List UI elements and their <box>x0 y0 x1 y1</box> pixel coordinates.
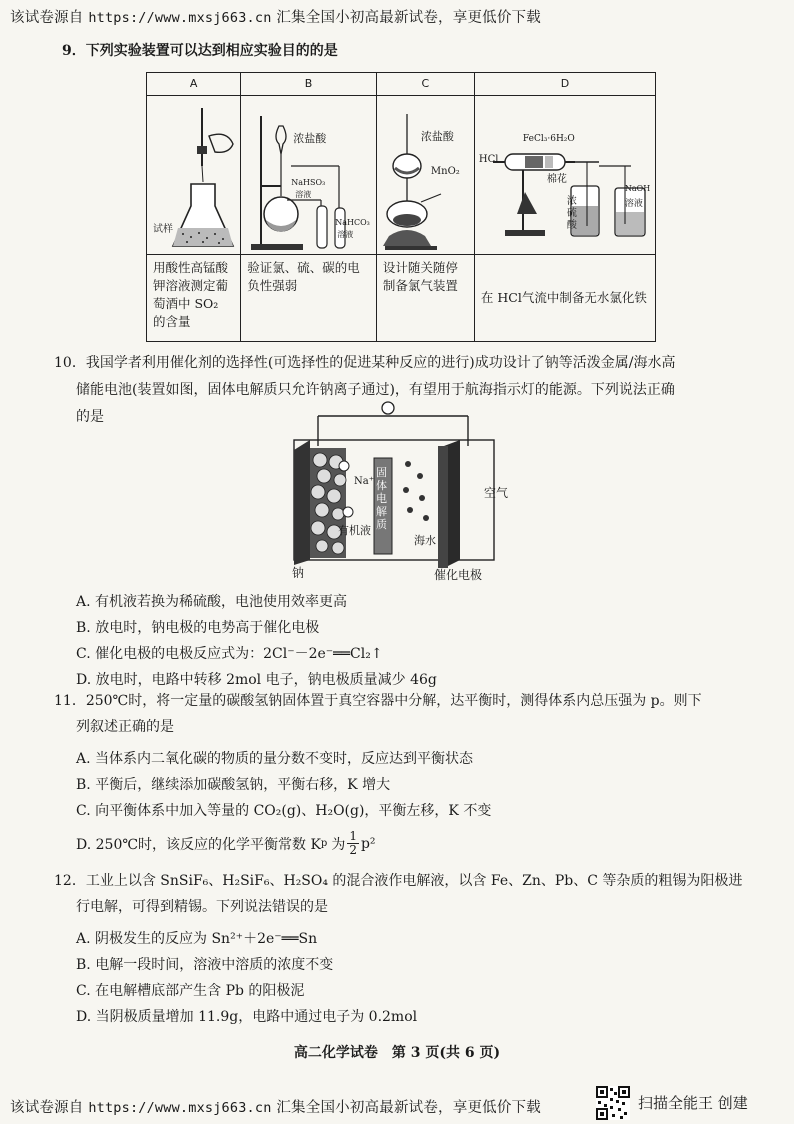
q10-battery-figure <box>288 400 508 582</box>
label-conc-2: 硫 <box>566 208 577 219</box>
q9-figure-a <box>147 96 241 255</box>
q11-option-d-mid: 为 <box>331 836 346 853</box>
q12-stem-line1: 12．工业上以含 SnSiF₆、H₂SiF₆、H₂SO₄ 的混合液作电解液，以含 Fe、Zn、Pb、C 等杂质的粗锡为阳极进 <box>54 873 743 889</box>
q10-stem-line3: 的是 <box>76 409 104 425</box>
top-banner <box>10 6 541 27</box>
q9-desc-c: 设计随关随停制备氯气装置 <box>376 255 474 342</box>
q11-option-a: A. 当体系内二氧化碳的物质的量分数不变时，反应达到平衡状态 <box>76 751 474 767</box>
label-organic-liquid: 有机液 <box>338 524 371 537</box>
q9-stem: 9．下列实验装置可以达到相应实验目的的是 <box>62 43 338 59</box>
q10-option-a: A. 有机液若换为稀硫酸，电池使用效率更高 <box>76 594 348 610</box>
q11-fraction-numerator: 1 <box>349 829 357 843</box>
q11-option-d <box>76 830 376 857</box>
q12-option-b: B. 电解一段时间，溶液中溶质的浓度不变 <box>76 957 334 973</box>
label-naoh: NaOH <box>624 184 651 193</box>
q10-stem-line2: 储能电池(装置如图，固体电解质只允许钠离子通过)，有望用于航海指示灯的能源。下列说法正确 <box>76 382 675 398</box>
q9-desc-a: 用酸性高锰酸钾溶液测定葡萄酒中 SO₂ 的含量 <box>147 255 241 342</box>
label-conc-1: 浓 <box>566 196 577 207</box>
q9-figure-b <box>241 96 377 255</box>
q9-desc-d: 在 HCl气流中制备无水氯化铁 <box>474 255 655 342</box>
q10-option-d: D. 放电时，电路中转移 2mol 电子，钠电极质量减少 46g <box>76 672 437 688</box>
label-nahso3-solution: 溶液 <box>295 190 312 199</box>
label-sample: 试样 <box>153 224 173 235</box>
bottom-banner-url[interactable]: https://www.mxsj663.cn <box>88 1100 272 1116</box>
q9-figure-d <box>474 96 655 255</box>
electronegativity-apparatus-image <box>241 96 377 254</box>
q10-stem-line1: 10．我国学者利用催化剂的选择性(可选择性的促进某种反应的进行)成功设计了钠等活泼金属/海水高 <box>54 355 676 371</box>
label-nahco3: NaHCO₃ <box>335 218 370 227</box>
q11-fraction-denominator: 2 <box>349 843 357 857</box>
label-hcl-gas: HCl <box>478 154 499 165</box>
label-conc-hcl-b: 浓盐酸 <box>293 132 327 145</box>
q9-header-a: A <box>147 73 241 96</box>
label-nahso3: NaHSO₃ <box>291 178 326 187</box>
q11-stem-line2: 列叙述正确的是 <box>76 719 174 735</box>
label-air: 空气 <box>484 486 509 500</box>
q11-option-d-subscript: p <box>320 838 328 849</box>
q11-option-b: B. 平衡后，继续添加碳酸氢钠，平衡右移，K 增大 <box>76 777 391 793</box>
label-catalytic-electrode: 催化电极 <box>434 568 483 582</box>
q11-option-d-prefix: D. 250℃时，该反应的化学平衡常数 K <box>76 836 321 853</box>
q11-option-d-tail: p² <box>360 835 376 852</box>
q9-header-d: D <box>474 73 655 96</box>
qr-code-graphic <box>596 1086 630 1120</box>
label-fecl3-hydrate: FeCl₃·6H₂O <box>522 134 575 144</box>
label-na-ion: Na⁺ <box>354 476 374 487</box>
label-seawater: 海水 <box>414 534 436 547</box>
page-footer: 高二化学试卷 第 3 页(共 6 页) <box>293 1045 501 1061</box>
label-mno2: MnO₂ <box>430 166 460 177</box>
bottom-banner-prefix: 该试卷源自 <box>10 1100 84 1116</box>
q9-header-c: C <box>376 73 474 96</box>
banner-url[interactable]: https://www.mxsj663.cn <box>88 10 272 26</box>
q10-option-c: C. 催化电极的电极反应式为：2Cl⁻－2e⁻══Cl₂↑ <box>76 646 383 662</box>
q11-fraction <box>347 830 359 857</box>
scanner-credit: 扫描全能王 创建 <box>638 1094 748 1112</box>
label-cotton: 棉花 <box>546 174 567 185</box>
q9-table <box>146 72 656 342</box>
q12-option-a: A. 阴极发生的反应为 Sn²⁺＋2e⁻══Sn <box>76 931 318 947</box>
battery-diagram <box>288 400 508 582</box>
q11-stem-line1: 11．250℃时，将一定量的碳酸氢钠固体置于真空容器中分解，达平衡时，测得体系内总压强为 p。则下 <box>54 693 702 709</box>
q12-stem-line2: 行电解，可得到精锡。下列说法错误的是 <box>76 899 328 915</box>
banner-suffix: 汇集全国小初高最新试卷，享更低价下载 <box>276 10 541 26</box>
q10-option-b: B. 放电时，钠电极的电势高于催化电极 <box>76 620 320 636</box>
label-nahco3-solution: 溶液 <box>337 230 354 239</box>
label-conc-hcl-c: 浓盐酸 <box>420 130 454 143</box>
q9-figure-c <box>376 96 474 255</box>
bottom-banner-suffix: 汇集全国小初高最新试卷，享更低价下载 <box>276 1100 541 1116</box>
label-naoh-solution: 溶液 <box>624 199 643 209</box>
label-solid-electrolyte: 固体电解质 <box>376 466 387 531</box>
q11-option-c: C. 向平衡体系中加入等量的 CO₂(g)、H₂O(g)，平衡左移，K 不变 <box>76 803 492 819</box>
label-sodium: 钠 <box>292 566 305 580</box>
bottom-banner <box>10 1096 541 1117</box>
q9-header-b: B <box>241 73 377 96</box>
q12-option-c: C. 在电解槽底部产生含 Pb 的阳极泥 <box>76 983 305 999</box>
q12-option-d: D. 当阴极质量增加 11.9g，电路中通过电子为 0.2mol <box>76 1009 418 1025</box>
banner-prefix: 该试卷源自 <box>10 10 84 26</box>
qr-code-icon[interactable] <box>596 1086 630 1120</box>
label-conc-3: 酸 <box>566 220 577 231</box>
kipp-generator-image <box>377 96 475 254</box>
q9-desc-b: 验证氯、硫、碳的电负性强弱 <box>241 255 377 342</box>
